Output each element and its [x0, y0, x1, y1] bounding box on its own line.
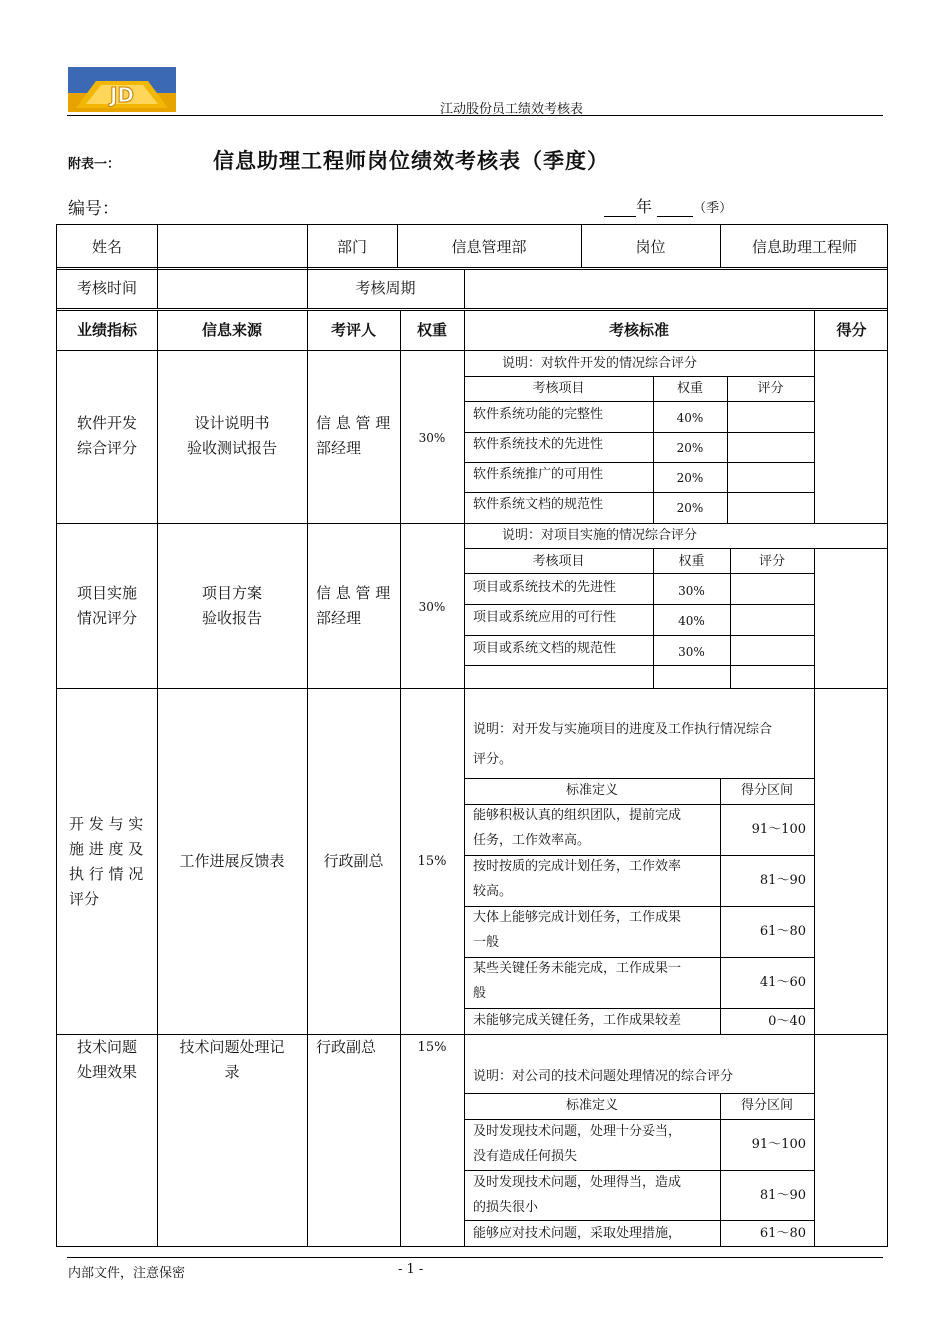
- row2-source: 项目方案 验收报告: [201, 584, 262, 627]
- table-row: 项目或系统应用的可行性: [473, 610, 617, 625]
- table-row-range: 61～80: [759, 924, 806, 939]
- page-number: - 1 -: [398, 1262, 424, 1277]
- table-row: 软件系统技术的先进性: [473, 437, 604, 452]
- row3-indicator: 开 发 与 实 施 进 度 及 执 行 情 况 评分: [69, 815, 144, 908]
- table-row: 能够积极认真的组织团队，提前完成 任务，工作效率高。: [473, 808, 682, 848]
- table-row: 按时按质的完成计划任务，工作效率 较高。: [473, 859, 682, 899]
- row2-indicator: 项目实施 情况评分: [76, 584, 137, 627]
- row2-sub-header-item: 考核项目: [532, 554, 585, 569]
- row3-sub-header-range: 得分区间: [740, 783, 793, 798]
- row1-reviewer: 信 息 管 理 部经理: [316, 414, 391, 457]
- row4-weight: 15%: [417, 1040, 447, 1055]
- table-row-range: 81～90: [759, 1188, 806, 1203]
- row1-sub-header-item: 考核项目: [532, 381, 585, 396]
- row4-reviewer: 行政副总: [316, 1038, 377, 1056]
- header-rule: [67, 115, 883, 116]
- cycle-label: 考核周期: [355, 279, 416, 297]
- serial-label: 编号：: [68, 199, 119, 219]
- row3-source: 工作进展反馈表: [179, 852, 285, 870]
- table-row-weight: 40%: [676, 411, 704, 425]
- table-row-weight: 40%: [678, 614, 705, 628]
- row3-weight: 15%: [417, 854, 447, 869]
- row4-sub-header-range: 得分区间: [740, 1098, 793, 1113]
- row4-sub-header-def: 标准定义: [565, 1098, 618, 1113]
- table-row-range: 91～100: [751, 822, 806, 837]
- table-row-weight: 30%: [678, 584, 705, 598]
- page-title: 信息助理工程师岗位绩效考核表（季度）: [213, 148, 609, 173]
- time-label: 考核时间: [76, 279, 137, 297]
- row3-sub-header-def: 标准定义: [565, 783, 618, 798]
- year-blank[interactable]: [604, 197, 636, 217]
- col-header-weight: 权重: [416, 321, 447, 339]
- row2-note: 说明：对项目实施的情况综合评分: [502, 528, 698, 543]
- table-row-range: 61～80: [759, 1226, 806, 1241]
- col-header-source: 信息来源: [201, 321, 262, 339]
- footer-rule: [67, 1257, 883, 1258]
- form-header-title: 江动股份员工绩效考核表: [440, 102, 584, 117]
- dept-value: 信息管理部: [451, 238, 527, 256]
- svg-text:JD: JD: [109, 83, 135, 107]
- col-header-reviewer: 考评人: [330, 321, 376, 339]
- confidential-note: 内部文件，注意保密: [68, 1266, 186, 1281]
- table-row-weight: 20%: [676, 501, 704, 515]
- company-logo: [68, 67, 176, 112]
- row4-note: 说明：对公司的技术问题处理情况的综合评分: [473, 1069, 734, 1084]
- table-row: 软件系统推广的可用性: [473, 467, 604, 482]
- period-field: [604, 194, 732, 217]
- row1-source: 设计说明书 验收测试报告: [186, 414, 277, 457]
- row1-weight: 30%: [418, 431, 446, 445]
- row2-weight: 30%: [418, 600, 446, 614]
- table-row-range: 81～90: [759, 873, 806, 888]
- table-row: 某些关键任务未能完成，工作成果一 般: [473, 961, 682, 1001]
- row2-sub-header-score: 评分: [758, 554, 785, 569]
- row1-note: 说明：对软件开发的情况综合评分: [502, 356, 698, 371]
- row3-note: 说明：对开发与实施项目的进度及工作执行情况综合 评分。: [473, 722, 773, 767]
- col-header-score: 得分: [836, 321, 867, 339]
- col-header-standard: 考核标准: [608, 321, 669, 339]
- post-label: 岗位: [635, 238, 666, 256]
- season-label: （季）: [693, 201, 733, 216]
- row4-indicator: 技术问题 处理效果: [76, 1038, 137, 1081]
- row3-reviewer: 行政副总: [323, 852, 384, 870]
- table-row: 软件系统功能的完整性: [473, 407, 604, 422]
- table-row-weight: 20%: [676, 471, 704, 485]
- post-value: 信息助理工程师: [751, 238, 857, 256]
- table-row: 大体上能够完成计划任务，工作成果 一般: [473, 910, 682, 950]
- table-row-range: 41～60: [759, 975, 806, 990]
- name-label: 姓名: [91, 238, 122, 256]
- row2-reviewer: 信 息 管 理 部经理: [316, 584, 391, 627]
- table-row: 未能够完成关键任务，工作成果较差: [473, 1013, 682, 1028]
- table-row: 软件系统文档的规范性: [473, 497, 604, 512]
- table-row-weight: 20%: [676, 441, 704, 455]
- table-row: 能够应对技术问题，采取处理措施，: [473, 1226, 682, 1241]
- season-blank[interactable]: [657, 197, 693, 217]
- appraisal-table: [56, 224, 888, 1247]
- year-label: 年: [636, 197, 653, 216]
- row1-sub-header-weight: 权重: [676, 381, 703, 396]
- table-row: 及时发现技术问题，处理得当，造成 的损失很小: [473, 1175, 682, 1215]
- dept-label: 部门: [336, 238, 367, 256]
- row1-indicator: 软件开发 综合评分: [76, 414, 137, 457]
- table-row-weight: 30%: [678, 645, 705, 659]
- table-row: 项目或系统技术的先进性: [473, 580, 617, 595]
- col-header-indicator: 业绩指标: [76, 321, 137, 339]
- row4-source: 技术问题处理记 录: [179, 1038, 285, 1081]
- table-row-range: 91～100: [751, 1137, 806, 1152]
- table-row-range: 0～40: [768, 1014, 806, 1029]
- table-row: 项目或系统文档的规范性: [473, 641, 617, 656]
- appendix-label: 附表一：: [68, 157, 121, 172]
- row2-sub-header-weight: 权重: [678, 554, 705, 569]
- table-row: 及时发现技术问题，处理十分妥当， 没有造成任何损失: [473, 1124, 682, 1164]
- row1-sub-header-score: 评分: [757, 381, 784, 396]
